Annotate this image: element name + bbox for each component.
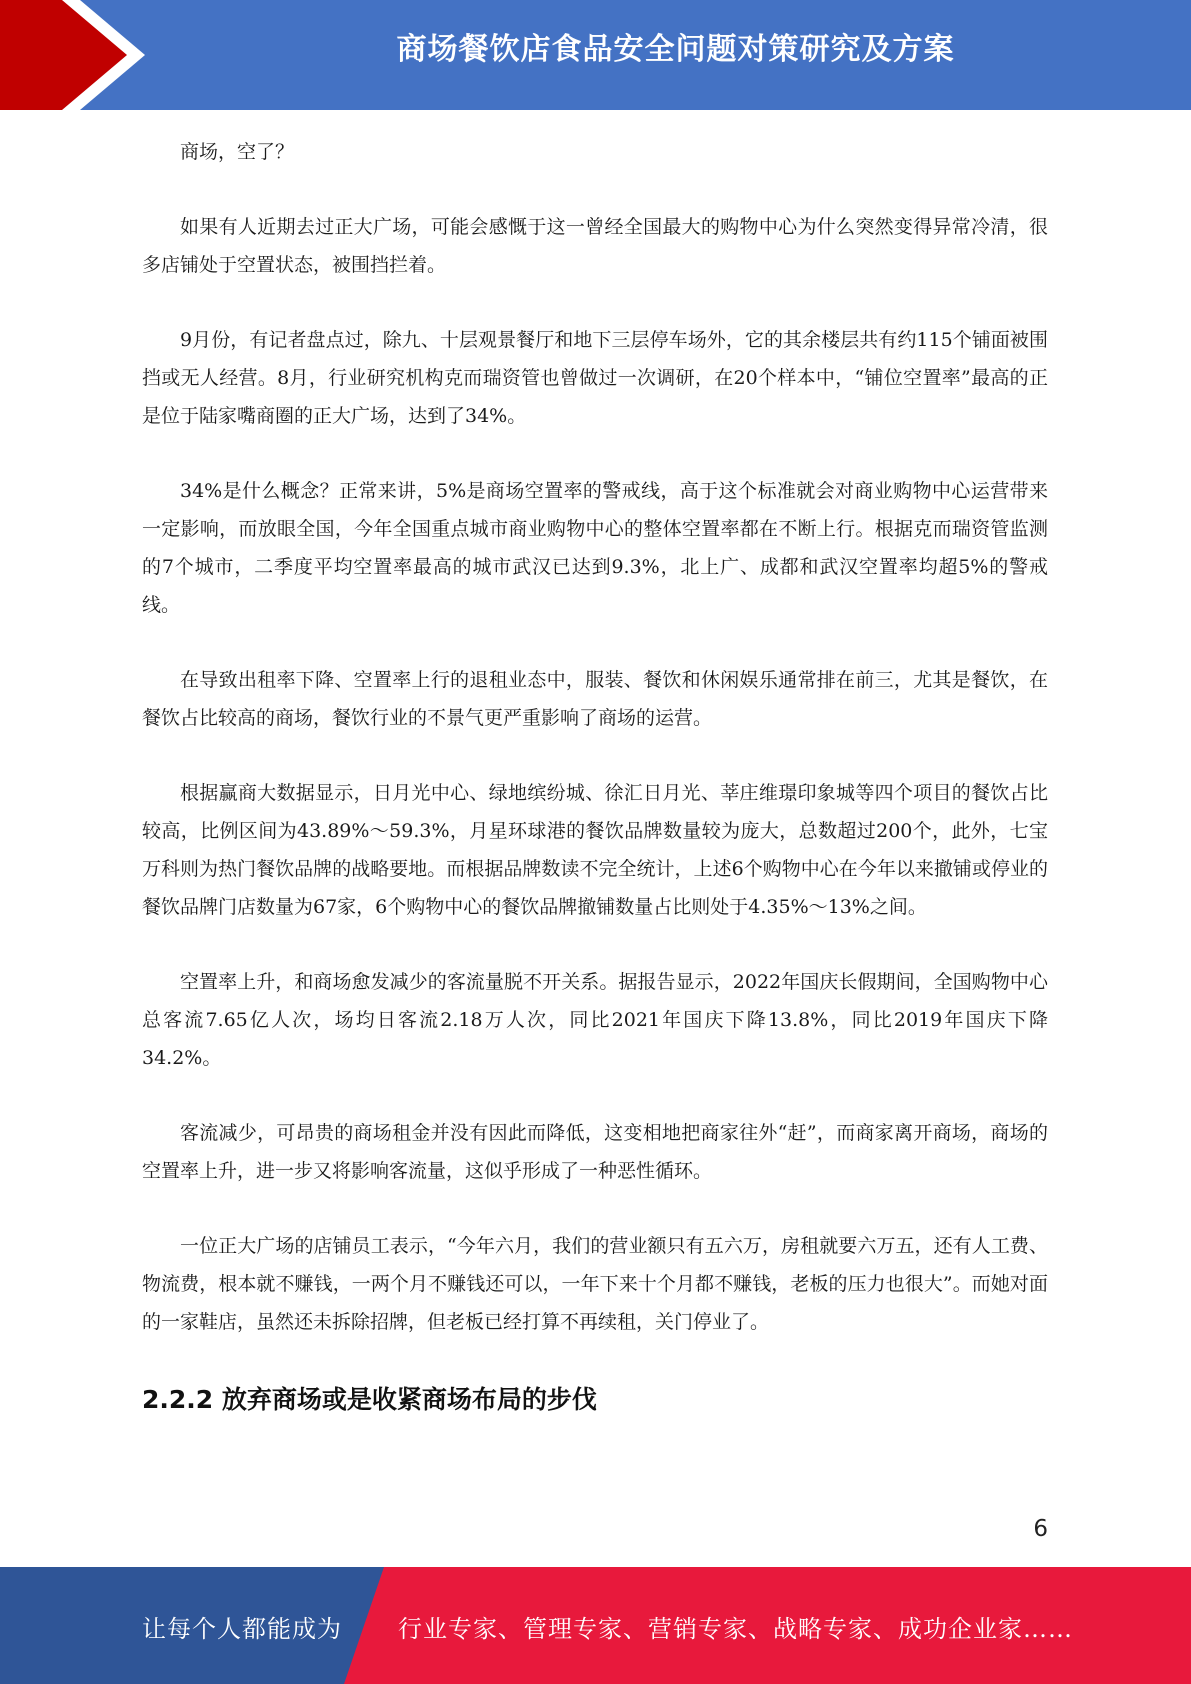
paragraph: 34%是什么概念？正常来讲，5%是商场空置率的警戒线，高于这个标准就会对商业购物中心运营带来一定影响，而放眼全国，今年全国重点城市商业购物中心的整体空置率都在不断上行。根据克而瑞资管监测的7个城市，二季度平均空置率最高的城市武汉已达到9.3%，北上广、成都和武汉空置率均超5%的警戒线。 (142, 480, 1048, 616)
document-title: 商场餐饮店食品安全问题对策研究及方案 (396, 32, 955, 67)
paragraph: 在导致出租率下降、空置率上行的退租业态中，服装、餐饮和休闲娱乐通常排在前三，尤其是餐饮，在餐饮占比较高的商场，餐饮行业的不景气更严重影响了商场的运营。 (142, 669, 1048, 729)
paragraph: 9月份，有记者盘点过，除九、十层观景餐厅和地下三层停车场外，它的其余楼层共有约115个铺面被围挡或无人经营。8月，行业研究机构克而瑞资管也曾做过一次调研，在20个样本中，“铺位空置率”最高的正是位于陆家嘴商圈的正大广场，达到了34%。 (142, 329, 1048, 427)
paragraph: 一位正大广场的店铺员工表示，“今年六月，我们的营业额只有五六万，房租就要六万五，还有人工费、物流费，根本就不赚钱，一两个月不赚钱还可以，一年下来十个月都不赚钱，老板的压力也很大”。而她对面的一家鞋店，虽然还未拆除招牌，但老板已经打算不再续租，关门停业了。 (142, 1235, 1048, 1333)
document-body (142, 133, 1048, 1420)
paragraph: 空置率上升，和商场愈发减少的客流量脱不开关系。据报告显示，2022年国庆长假期间，全国购物中心总客流7.65亿人次，场均日客流2.18万人次，同比2021年国庆下降13.8%，同比2019年国庆下降34.2%。 (142, 971, 1048, 1069)
page-footer (0, 1567, 1191, 1684)
page-header (0, 0, 1191, 110)
footer-slogan-right: 行业专家、管理专家、营销专家、战略专家、成功企业家…… (398, 1615, 1073, 1643)
page-number: 6 (1033, 1516, 1048, 1542)
paragraph: 如果有人近期去过正大广场，可能会感慨于这一曾经全国最大的购物中心为什么突然变得异常冷清，很多店铺处于空置状态，被围挡拦着。 (142, 216, 1048, 276)
paragraph: 商场，空了？ (180, 141, 295, 163)
paragraph: 根据赢商大数据显示，日月光中心、绿地缤纷城、徐汇日月光、莘庄维璟印象城等四个项目的餐饮占比较高，比例区间为43.89%～59.3%，月星环球港的餐饮品牌数量较为庞大，总数超过200个，此外，七宝万科则为热门餐饮品牌的战略要地。而根据品牌数读不完全统计，上述6个购物中心在今年以来撤铺或停业的餐饮品牌门店数量为67家，6个购物中心的餐饮品牌撤铺数量占比则处于4.35%～13%之间。 (142, 782, 1048, 918)
footer-slogan-left: 让每个人都能成为 (142, 1615, 342, 1643)
header-arrow-decoration (0, 0, 160, 110)
section-heading: 2.2.2 放弃商场或是收紧商场布局的步伐 (142, 1385, 597, 1414)
paragraph: 客流减少，可昂贵的商场租金并没有因此而降低，这变相地把商家往外“赶”，而商家离开商场，商场的空置率上升，进一步又将影响客流量，这似乎形成了一种恶性循环。 (142, 1122, 1048, 1182)
